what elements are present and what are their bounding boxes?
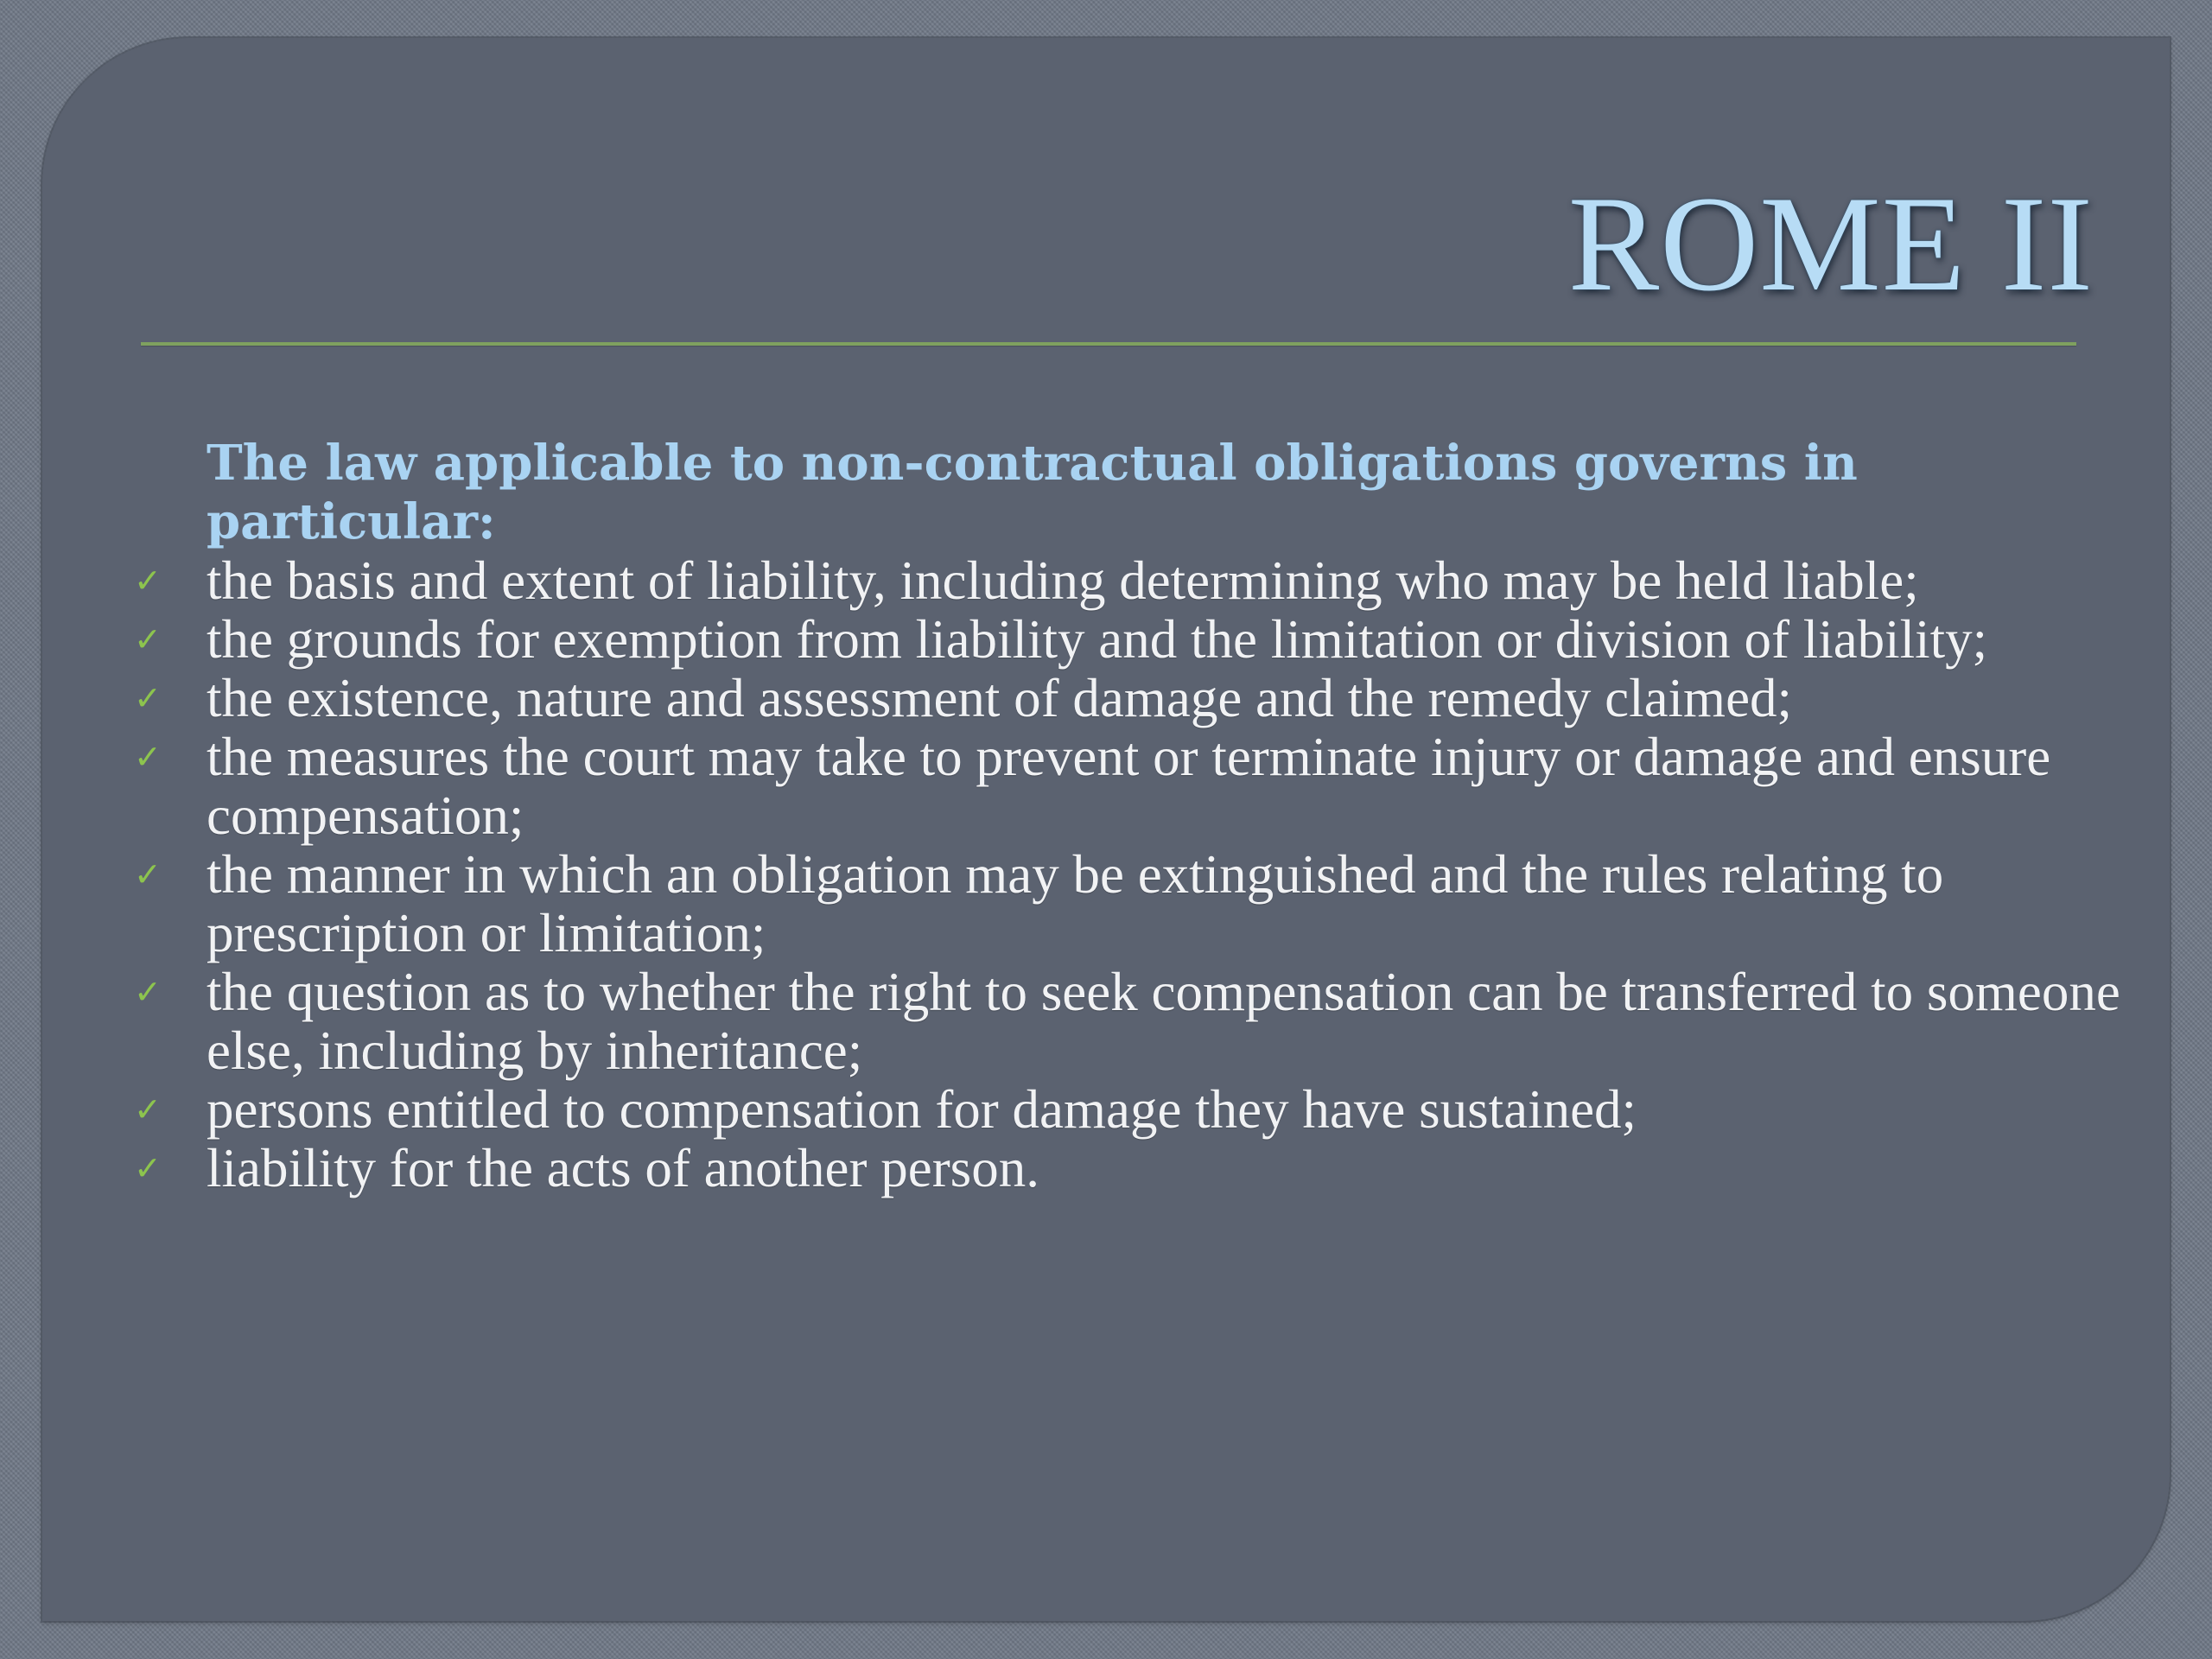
- obligations-list: [134, 550, 2151, 1198]
- list-item-text: persons entitled to compensation for damage they have sustained;: [207, 1079, 1637, 1140]
- list-item-text: the manner in which an obligation may be extinguished and the rules relating to prescription or limitation;: [207, 844, 1944, 963]
- list-item-text: liability for the acts of another person.: [207, 1138, 1039, 1198]
- list-item: [134, 668, 2151, 728]
- check-icon: ✓: [134, 855, 162, 893]
- list-item-text: the grounds for exemption from liability and the limitation or division of liability;: [207, 609, 1988, 670]
- check-icon: ✓: [134, 738, 162, 776]
- list-item: [134, 844, 2151, 963]
- list-item-text: the existence, nature and assessment of damage and the remedy claimed;: [207, 668, 1793, 728]
- check-icon: ✓: [134, 1149, 162, 1187]
- list-item: [134, 1138, 2151, 1198]
- check-icon: ✓: [134, 973, 162, 1011]
- list-item-text: the question as to whether the right to seek compensation can be transferred to someone else, including by inheritance;: [207, 962, 2120, 1081]
- slide-title: ROME II: [1567, 168, 2094, 320]
- title-divider: [141, 342, 2076, 346]
- check-icon: ✓: [134, 679, 162, 717]
- list-item: [134, 962, 2151, 1081]
- check-icon: ✓: [134, 562, 162, 600]
- slide-panel: [42, 38, 2170, 1621]
- slide-body: [134, 434, 2151, 1198]
- list-item: [134, 1079, 2151, 1140]
- intro-text: The law applicable to non-contractual obligations governs in particular:: [207, 435, 1858, 550]
- list-item: [134, 727, 2151, 846]
- list-item-text: the measures the court may take to prevent or terminate injury or damage and ensure compensation;: [207, 727, 2051, 846]
- list-item: [134, 609, 2151, 670]
- list-item-text: the basis and extent of liability, including determining who may be held liable;: [207, 550, 1919, 611]
- check-icon: ✓: [134, 620, 162, 658]
- list-item: [134, 550, 2151, 611]
- check-icon: ✓: [134, 1090, 162, 1128]
